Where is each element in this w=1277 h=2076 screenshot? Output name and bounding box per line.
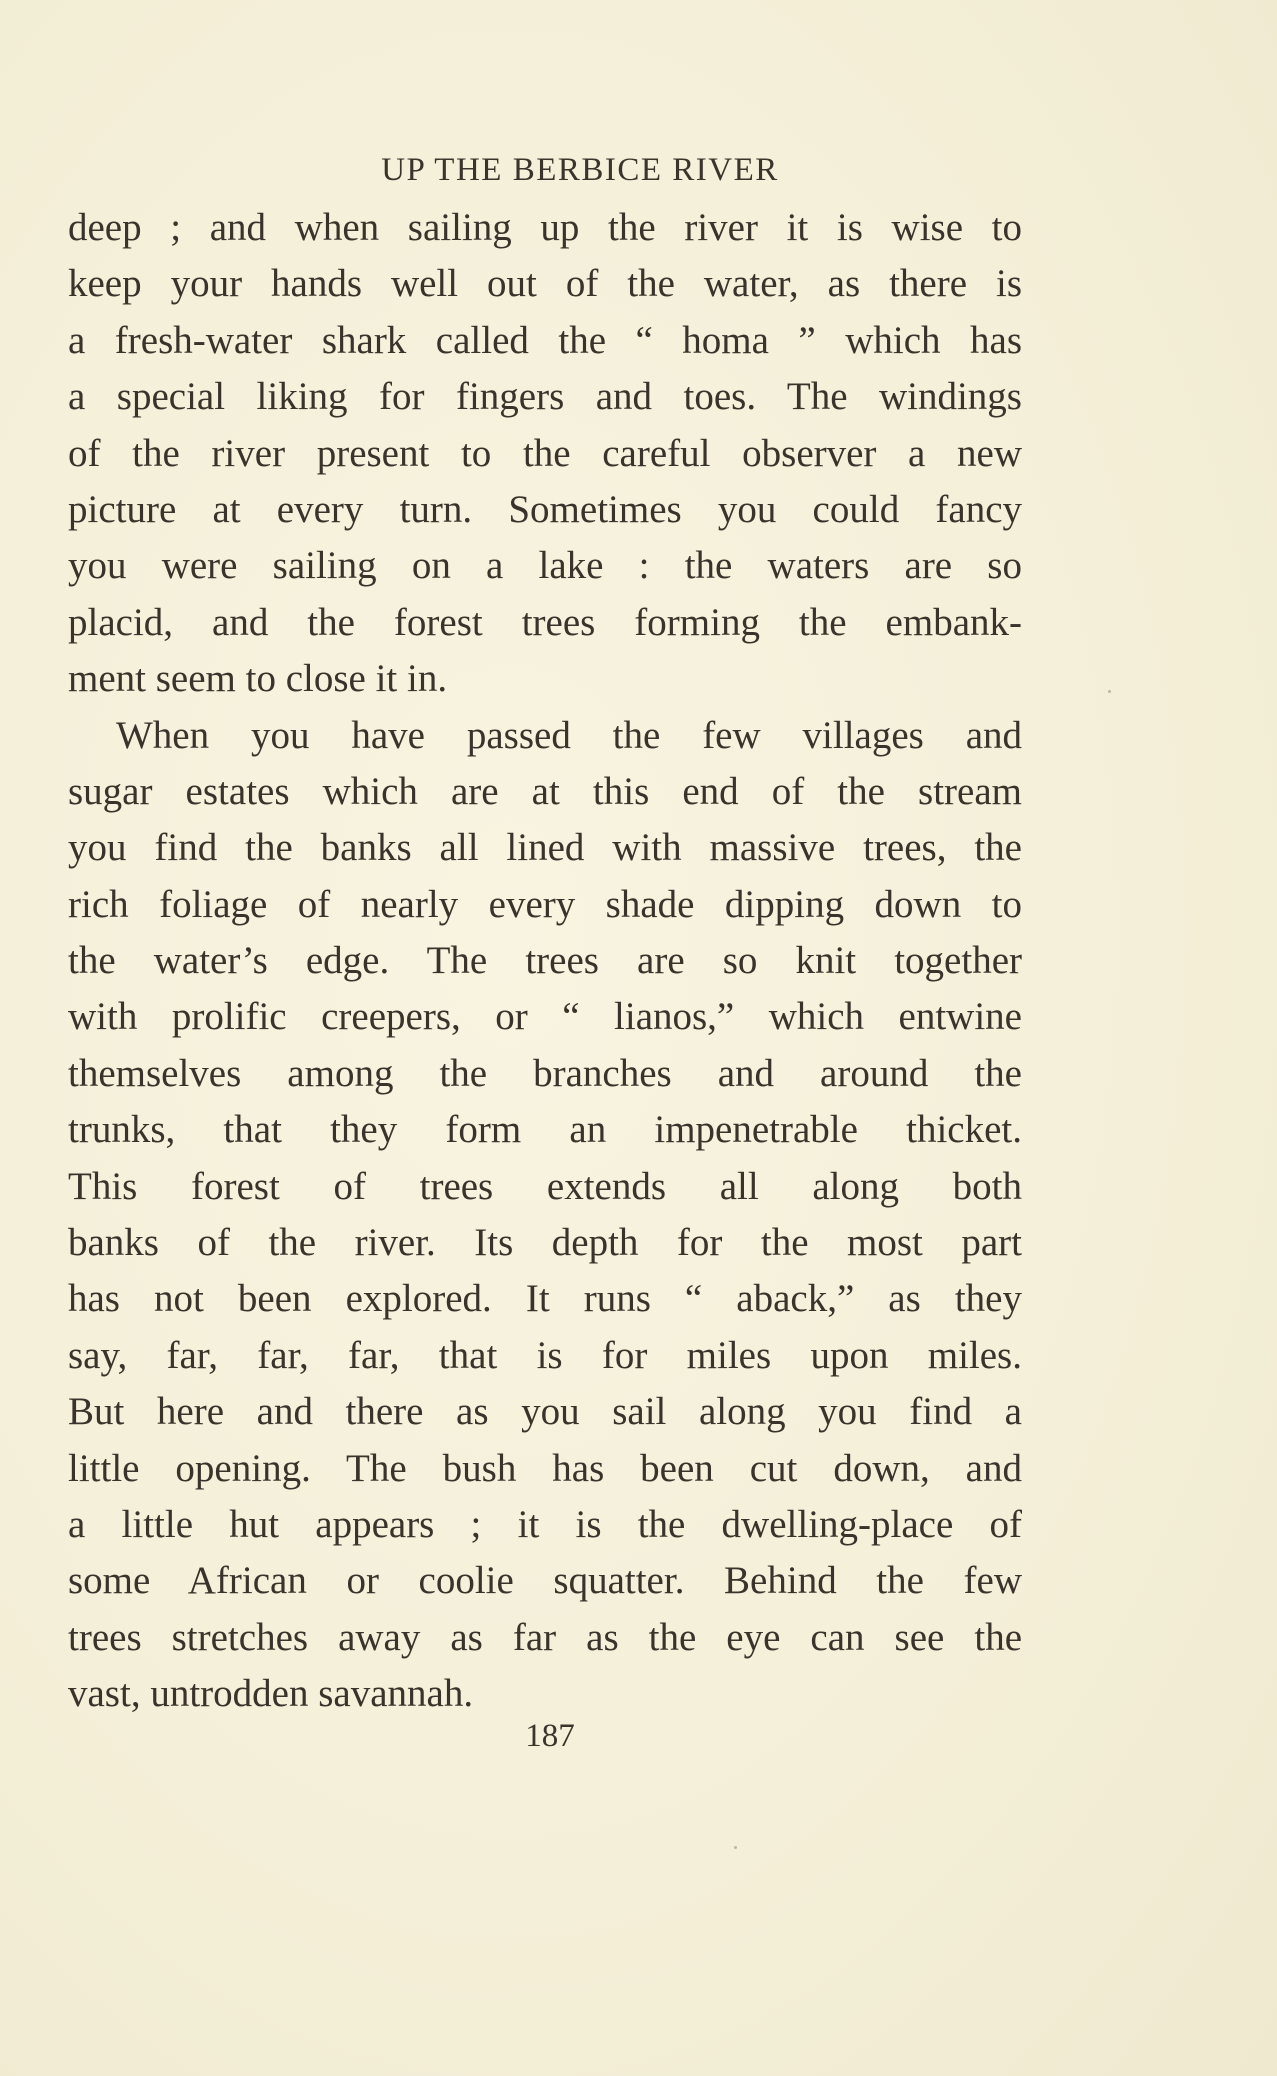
page-number: 187: [525, 1718, 575, 1754]
text-line: placid, and the forest trees forming the embank-: [68, 600, 1022, 644]
text-line: trees stretches away as far as the eye can see the: [68, 1615, 1022, 1659]
text-line: trunks, that they form an impenetrable thicket.: [68, 1108, 1022, 1152]
text-line: some African or coolie squatter. Behind the few: [68, 1559, 1022, 1603]
text-line: little opening. The bush has been cut down, and: [68, 1446, 1022, 1490]
text-line: picture at every turn. Sometimes you could fancy: [68, 487, 1022, 531]
text-line: you find the banks all lined with massive trees, the: [68, 826, 1022, 870]
paragraph-start-line: When you have passed the few villages and: [116, 713, 1022, 757]
text-line: with prolific creepers, or “ lianos,” which entwine: [68, 995, 1022, 1039]
text-line: the water’s edge. The trees are so knit together: [68, 939, 1022, 983]
text-line: you were sailing on a lake : the waters are so: [68, 544, 1022, 588]
paragraph-end-line: ment seem to close it in.: [68, 657, 448, 701]
text-line: has not been explored. It runs “ aback,” as they: [68, 1277, 1022, 1321]
text-line: a fresh-water shark called the “ homa ” which has: [68, 318, 1022, 362]
text-line: sugar estates which are at this end of the stream: [68, 769, 1022, 813]
text-line: keep your hands well out of the water, as there is: [68, 262, 1022, 306]
text-line: a little hut appears ; it is the dwelling-place of: [68, 1502, 1022, 1546]
paragraph-end-line: vast, untrodden savannah.: [68, 1672, 474, 1716]
text-line: But here and there as you sail along you find a: [68, 1390, 1022, 1434]
paper-speck: [734, 1846, 737, 1849]
text-line: themselves among the branches and around the: [68, 1051, 1022, 1095]
text-line: a special liking for fingers and toes. The windings: [68, 375, 1022, 419]
text-line: This forest of trees extends all along both: [68, 1164, 1022, 1208]
body-text: [68, 200, 1022, 1723]
text-line: deep ; and when sailing up the river it is wise to: [68, 206, 1022, 249]
text-line: say, far, far, far, that is for miles upon miles.: [68, 1333, 1022, 1377]
text-line: rich foliage of nearly every shade dipping down to: [68, 882, 1022, 926]
text-line: banks of the river. Its depth for the most part: [68, 1221, 1022, 1265]
text-line: of the river present to the careful observer a new: [68, 431, 1022, 475]
paper-speck: [1108, 690, 1111, 693]
running-head: UP THE BERBICE RIVER: [381, 152, 779, 188]
